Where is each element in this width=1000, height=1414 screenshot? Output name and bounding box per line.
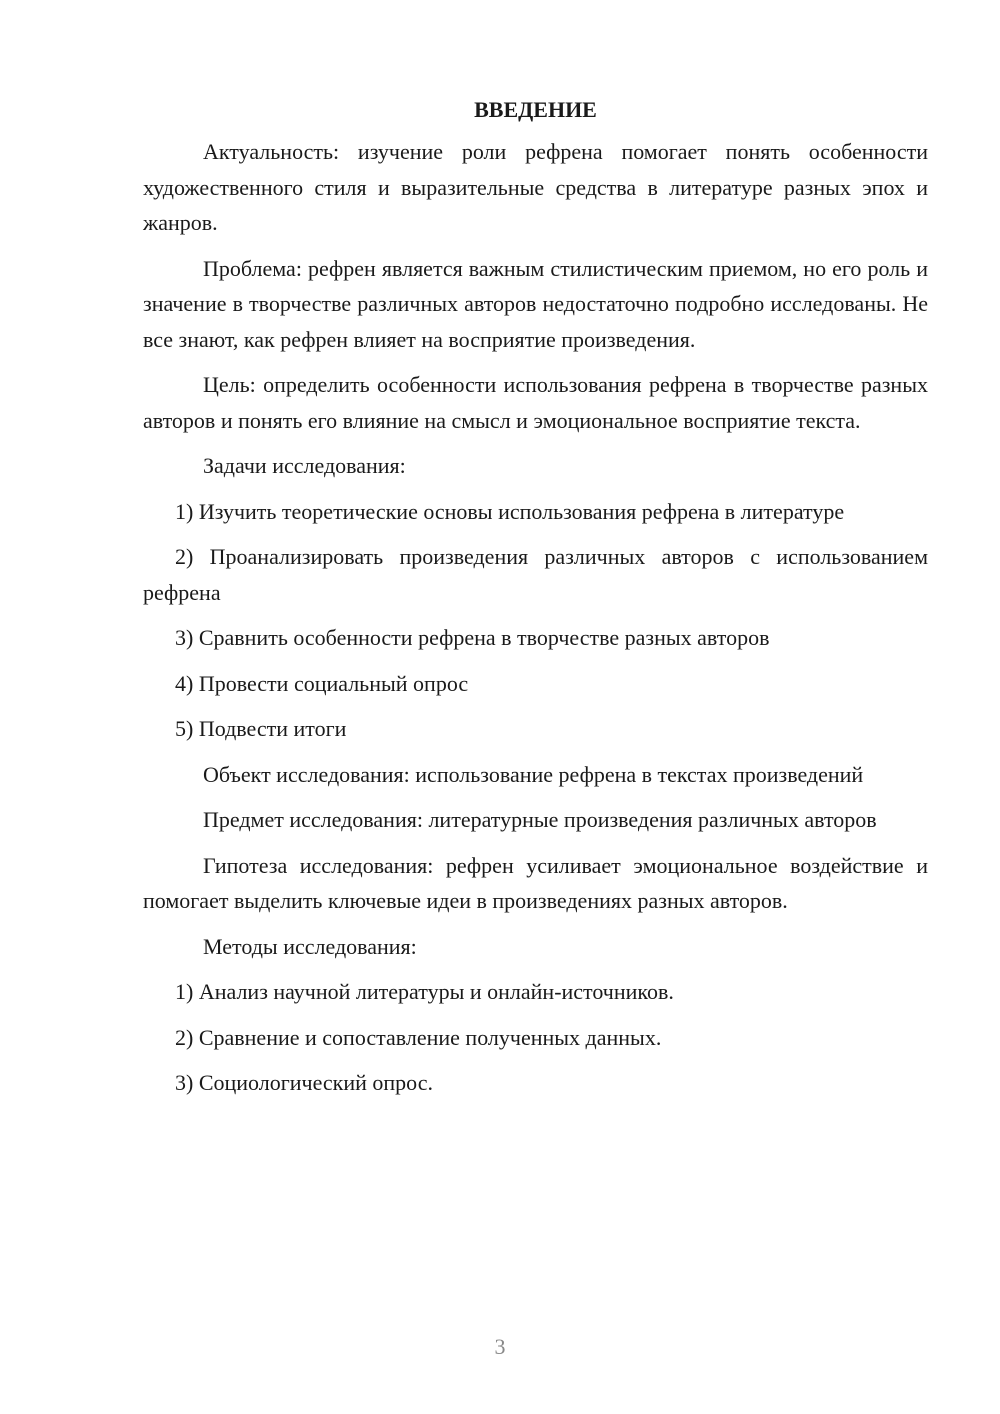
hypothesis-paragraph: Гипотеза исследования: рефрен усиливает эмоциональное воздействие и помогает выделить ключевые идеи в произведениях разных авторов. — [143, 852, 928, 913]
task-item: 3) Сравнить особенности рефрена в творчестве разных авторов — [175, 625, 770, 650]
document-page — [143, 95, 928, 1111]
method-item: 2) Сравнение и сопоставление полученных данных. — [175, 1024, 662, 1050]
problem-paragraph: Проблема: рефрен является важным стилистическим приемом, но его роль и значение в творчестве различных авторов недостаточно подробно исследованы. Не все знают, как рефрен влияет на восприятие произведения. — [143, 255, 928, 352]
task-item: 4) Провести социальный опрос — [175, 670, 469, 696]
page-number: 3 — [494, 1334, 506, 1359]
section-title: ВВЕДЕНИЕ — [474, 97, 597, 122]
subject-paragraph: Предмет исследования: литературные произведения различных авторов — [203, 807, 877, 832]
method-item: 3) Социологический опрос. — [175, 1070, 433, 1095]
task-item: 2) Проанализировать произведения различных авторов с использованием рефрена — [143, 544, 928, 605]
methods-heading: Методы исследования: — [203, 933, 417, 959]
task-item: 5) Подвести итоги — [175, 716, 347, 741]
object-paragraph: Объект исследования: использование рефрена в текстах произведений — [203, 761, 864, 787]
task-item: 1) Изучить теоретические основы использования рефрена в литературе — [175, 498, 845, 524]
goal-paragraph: Цель: определить особенности использования рефрена в творчестве разных авторов и понять его влияние на смысл и эмоциональное восприятие текста. — [143, 372, 928, 433]
relevance-paragraph: Актуальность: изучение роли рефрена помогает понять особенности художественного стиля и выразительные средства в литературе разных эпох и жанров. — [143, 139, 928, 235]
method-item: 1) Анализ научной литературы и онлайн-источников. — [175, 979, 674, 1004]
tasks-heading: Задачи исследования: — [203, 453, 406, 478]
